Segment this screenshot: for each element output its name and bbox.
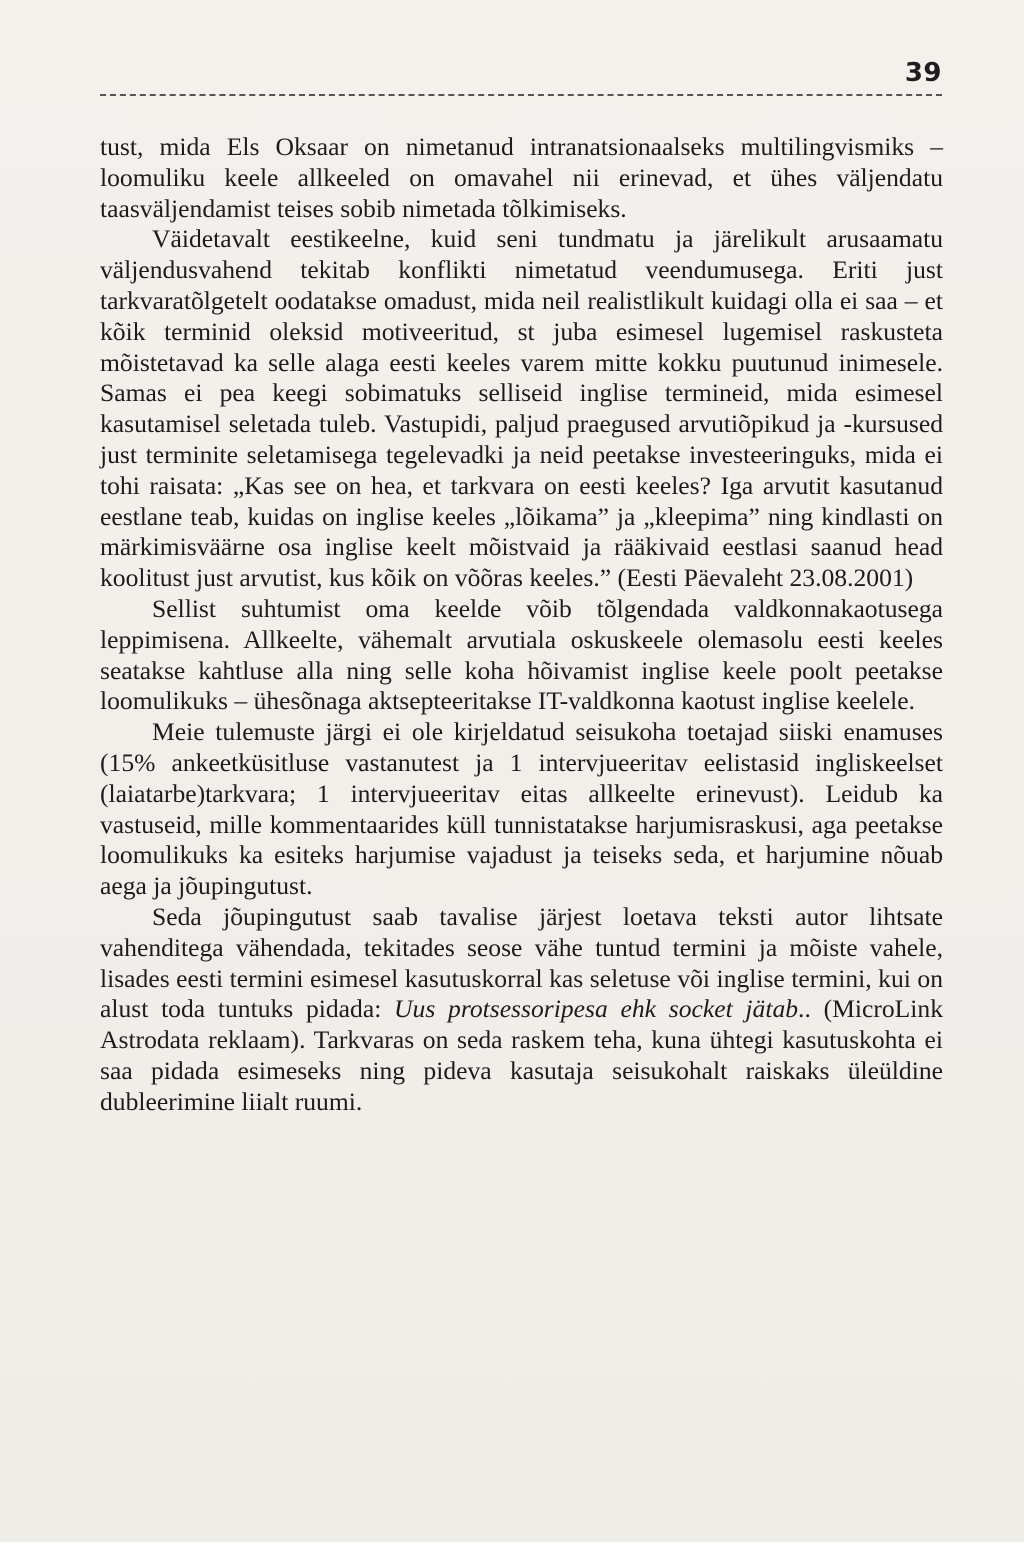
paragraph: tust, mida Els Oksaar on nimetanud intranatsionaalseks multilingvismiks – loomuliku keele allkeeled on omavahel nii erinevad, et ühes väljendatu taasväljendamist teises sobib nimetada tõlkimiseks.: [100, 132, 943, 223]
paragraph: Meie tulemuste järgi ei ole kirjeldatud seisukoha toetajad siiski enamuses (15% ankeetküsitluse vastanutest ja 1 intervjueeritav eelistasid ingliskeelset (laiatarbe)tarkvara; 1 intervjueeritav eitas allkeelte erinevust). Leidub ka vastuseid, mille kommentaarides küll tunnistatakse harjumisraskusi, aga peetakse loomulikuks ka esiteks harjumise vajadust ja teiseks seda, et harjumine nõuab aega ja jõupingutust.: [100, 717, 943, 901]
paragraph: Väidetavalt eestikeelne, kuid seni tundmatu ja järelikult arusaamatu väljendusvahend tekitab konflikti nimetatud veendumusega. Eriti just tarkvaratõlgetelt oodatakse omadust, mida neil realistlikult kuidagi olla ei saa – et kõik terminid oleksid motiveeritud, st juba esimesel lugemisel raskusteta mõistetavad ka selle alaga eesti keeles varem mitte kokku puutunud inimesele. Samas ei pea keegi sobimatuks selliseid inglise termineid, mida esimesel kasutamisel seletada tuleb. Vastupidi, paljud praegused arvutiõpikud ja -kursused just terminite seletamisega tegelevadki ja neid peetakse investeeringuks, mida ei tohi raisata: „Kas see on hea, et tarkvara on eesti keeles? Iga arvutit kasutanud eestlane teab, kuidas on inglise keeles „lõikama” ja „kleepima” ning kindlasti on märkimisväärne osa inglise keelt mõistvaid ja rääkivaid eestlasi saanud head koolitust just arvutist, kus kõik on võõras keeles.” (Eesti Päevaleht 23.08.2001): [100, 224, 943, 593]
page-number: 39: [904, 58, 942, 88]
paragraph: [100, 902, 943, 1118]
paragraph: Sellist suhtumist oma keelde võib tõlgendada valdkonnakaotusega leppimisena. Allkeelte, vähemalt arvutiala oskuskeele olemasolu eesti keeles seatakse kahtluse alla ning selle koha hõivamist inglise keele poolt peetakse loomulikuks – ühesõnaga aktsepteeritakse IT-valdkonna kaotust inglise keelele.: [100, 593, 943, 716]
paragraph-text: Seda jõupingutust saab tavalise järjest loetava teksti autor lihtsate vahenditega vähendada, tekitades seose vähe tuntud termini ja mõiste vahele, lisades eesti termini esimesel kasutuskorral kas seletuse või inglise termini, kui on alust toda tuntuks pidada:: [100, 901, 943, 1024]
header-rule: [100, 94, 942, 96]
example-phrase: Uus protsessoripesa ehk socket jätab: [394, 994, 799, 1024]
paragraph-text: .. (MicroLink Astrodata reklaam). Tarkvaras on seda raskem teha, kuna ühtegi kasutuskohta ei saa pidada esimeseks ning pideva kasutaja seisukohalt raiskaks üleüldine dubleerimine liialt ruumi.: [100, 994, 943, 1116]
body-text: [100, 132, 943, 1118]
page-header: [100, 58, 942, 102]
